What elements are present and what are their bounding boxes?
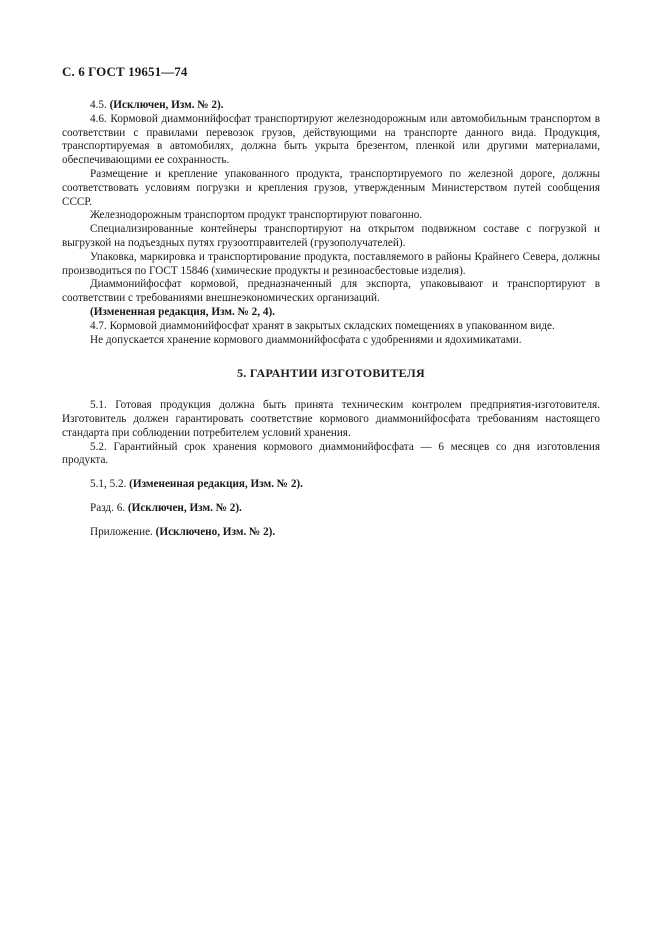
- amendment-note: (Исключен, Изм. № 2).: [127, 501, 242, 514]
- paragraph-far-north: Упаковка, маркировка и транспортирование продукта, поставляемого в районы Крайнего Севера, должны производиться по ГОСТ 15846 (химические продукты и резиноасбестовые изделия).: [62, 250, 600, 277]
- paragraph-5-1: 5.1. Готовая продукция должна быть принята техническим контролем предприятия-изготовителя. Изготовитель должен гарантировать соответствие кормового диаммонийфосфата требованиям настоящего стандарта при соблюдении потребителем условий хранения.: [62, 399, 600, 439]
- amendment-note: (Измененная редакция, Изм. № 2, 4).: [90, 305, 275, 318]
- paragraph-amendment-2-4: [62, 306, 600, 320]
- paragraph-section-6: [62, 502, 600, 516]
- amendment-note: (Исключен, Изм. № 2).: [109, 99, 224, 111]
- clause-number: 5.1, 5.2.: [90, 478, 130, 491]
- document-body: [62, 99, 600, 540]
- paragraph-placement: Размещение и крепление упакованного продукта, транспортируемого по железной дороге, должны соответствовать условиям погрузки и крепления грузов, утвержденным Министерством путей сообщения СССР.: [62, 167, 600, 208]
- paragraph-storage-restriction: Не допускается хранение кормового диаммонийфосфата с удобрениями и ядохимикатами.: [90, 333, 522, 346]
- page-header: С. 6 ГОСТ 19651—74: [62, 64, 188, 79]
- paragraph-4-7: 4.7. Кормовой диаммонийфосфат хранят в закрытых складских помещениях в упакованном виде.: [90, 319, 555, 332]
- amendment-note: (Измененная редакция, Изм. № 2).: [129, 478, 303, 491]
- paragraph-5-2: 5.2. Гарантийный срок хранения кормового диаммонийфосфата — 6 месяцев со дня изготовления продукта.: [62, 440, 600, 467]
- paragraph-appendix: [62, 526, 600, 540]
- clause-number: 4.5.: [90, 99, 110, 111]
- paragraph-4-5: [62, 99, 600, 113]
- paragraph-4-6: 4.6. Кормовой диаммонийфосфат транспортируют железнодорожным или автомобильным транспортом в соответствии с правилами перевозок грузов, действующими на транспорте данного вида. Продукция, транспортируемая в автомобилях, должна быть укрыта брезентом, пленкой или другими материалами, обеспечивающими ее сохранность.: [62, 112, 600, 167]
- paragraph-export: Диаммонийфосфат кормовой, предназначенный для экспорта, упаковывают и транспортируют в соответствии с требованиями внешнеэкономических организаций.: [62, 278, 600, 305]
- clause-number: Разд. 6.: [90, 501, 128, 514]
- amendment-note: (Исключено, Изм. № 2).: [155, 525, 276, 538]
- paragraph-containers: Специализированные контейнеры транспортируют на открытом подвижном составе с погрузкой и выгрузкой на подъездных путях грузоотправителей (грузополучателей).: [62, 223, 600, 249]
- paragraph-rail-transport: Железнодорожным транспортом продукт транспортируют повагонно.: [90, 209, 423, 222]
- paragraph-5-1-5-2-amendment: [62, 478, 600, 492]
- section-title: 5. ГАРАНТИИ ИЗГОТОВИТЕЛЯ: [237, 366, 425, 381]
- clause-number: Приложение.: [90, 525, 156, 538]
